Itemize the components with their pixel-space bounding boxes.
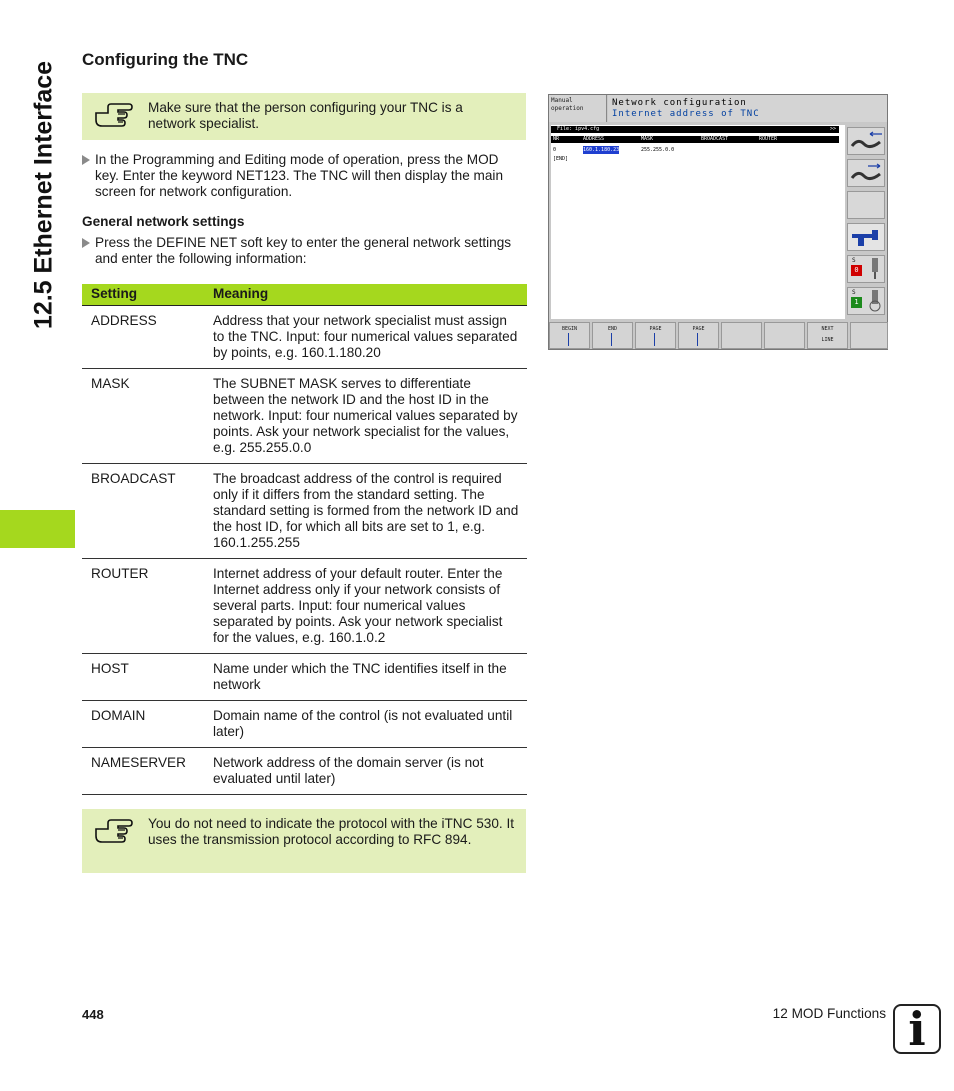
softkey-label: NEXT <box>821 326 834 332</box>
mode-line: Manual <box>551 97 573 104</box>
spindle-icon <box>868 258 882 280</box>
faucet-tool-icon <box>848 224 884 250</box>
softkey-page-down[interactable] <box>678 322 719 349</box>
softkey-empty[interactable] <box>721 322 762 349</box>
table-row <box>82 464 527 559</box>
header-meaning: Meaning <box>213 286 269 301</box>
arrow-up-icon <box>568 333 569 346</box>
softkey-empty[interactable] <box>847 191 885 219</box>
meaning-cell: Internet address of your default router. Enter the Internet address only if your network consists of several parts. Input: four numerical values separated by points. Ask your network specialist for the values, e.g. 160.1.0.2 <box>213 566 503 645</box>
col-router: ROUTER <box>759 136 778 142</box>
table-row <box>82 559 527 654</box>
setting-cell: NAMESERVER <box>91 755 186 770</box>
meaning-cell: Address that your network specialist must assign to the TNC. Input: four numerical values separated by points, e.g. 160.1.180.20 <box>213 313 518 360</box>
header-setting: Setting <box>91 286 138 301</box>
table-row <box>82 654 527 701</box>
table-row <box>82 701 527 748</box>
instruction-text: Press the DEFINE NET soft key to enter the general network settings and enter the following information: <box>95 235 512 266</box>
chapter-tab-marker <box>0 510 75 548</box>
mode-line: operation <box>551 105 584 112</box>
section-heading: Configuring the TNC <box>82 50 249 69</box>
note-text: You do not need to indicate the protocol with the iTNC 530. It uses the transmission protocol according to RFC 894. <box>148 816 515 847</box>
setting-cell: ROUTER <box>91 566 149 581</box>
info-glyph: i <box>908 1002 926 1056</box>
softkey-label: LINE <box>821 337 834 343</box>
s-label: S <box>852 289 856 296</box>
setting-cell: BROADCAST <box>91 471 176 486</box>
screen-title: Network configuration <box>612 98 747 108</box>
softkey-machine-mode-left[interactable] <box>847 127 885 155</box>
pointing-hand-icon <box>94 817 134 845</box>
screen-subtitle: Internet address of TNC <box>612 109 760 119</box>
side-chapter-title-text: 12.5 Ethernet Interface <box>29 60 58 330</box>
file-name: File: ipv4.cfg <box>557 126 600 132</box>
bullet-triangle-icon <box>82 155 90 165</box>
tnc-screen-screenshot <box>548 94 888 350</box>
col-mask: MASK <box>641 136 654 142</box>
row-address[interactable]: 160.1.180.23 <box>583 147 620 153</box>
chapter-label: 12 MOD Functions <box>772 1006 886 1021</box>
meaning-cell: The broadcast address of the control is required only if it differs from the standard setting. The standard setting is formed from the network ID and the host ID, for which all bits are set to 1, e.g. 160.1.255.255 <box>213 471 519 550</box>
side-chapter-title <box>22 50 66 340</box>
softkey-s-on[interactable] <box>847 287 885 315</box>
row-nr: 0 <box>553 147 557 153</box>
softkey-label: PAGE <box>692 326 705 332</box>
note-box <box>82 93 526 140</box>
file-line <box>551 126 839 133</box>
s-off-indicator: 0 <box>851 265 862 276</box>
softkey-label: END <box>607 326 618 332</box>
table-header <box>82 284 527 306</box>
scroll-arrow: >> <box>829 126 836 132</box>
bullet-triangle-icon <box>82 238 90 248</box>
end-marker: [END] <box>553 156 569 162</box>
softkey-begin[interactable] <box>549 322 590 349</box>
softkey-label: PAGE <box>649 326 662 332</box>
softkey-empty[interactable] <box>850 322 888 349</box>
settings-table <box>82 284 527 795</box>
meaning-cell: Name under which the TNC identifies itself in the network <box>213 661 507 692</box>
instruction-text: In the Programming and Editing mode of operation, press the MOD key. Enter the keyword NET123. The TNC will then display the main screen for network configuration. <box>95 152 503 199</box>
setting-cell: ADDRESS <box>91 313 157 328</box>
note-text: Make sure that the person configuring your TNC is a network specialist. <box>148 100 463 131</box>
softkey-end[interactable] <box>592 322 633 349</box>
softkey-empty[interactable] <box>764 322 805 349</box>
meaning-cell: Network address of the domain server (is not evaluated until later) <box>213 755 484 786</box>
column-header-row <box>551 136 839 143</box>
setting-cell: DOMAIN <box>91 708 146 723</box>
softkey-next-line[interactable] <box>807 322 848 349</box>
softkey-machine-mode-right[interactable] <box>847 159 885 187</box>
table-row <box>82 369 527 464</box>
arrow-down-icon <box>611 333 612 346</box>
vertical-softkey-bar <box>846 125 888 319</box>
note-box <box>82 809 526 873</box>
subheading: General network settings <box>82 214 245 229</box>
info-icon <box>893 1004 941 1054</box>
col-nr: NR <box>553 136 560 142</box>
s-on-indicator: 1 <box>851 297 862 308</box>
softkey-tool[interactable] <box>847 223 885 251</box>
instruction-step <box>82 152 524 200</box>
softkey-s-off[interactable] <box>847 255 885 283</box>
meaning-cell: The SUBNET MASK serves to differentiate between the network ID and the host ID in the network. Input: four numerical values separated by points. Ask your network specialist for the values, e.g. 255.255.0.0 <box>213 376 518 455</box>
table-row <box>82 306 527 369</box>
s-label: S <box>852 257 856 264</box>
screen-title-bar <box>608 95 887 122</box>
instruction-step <box>82 235 524 267</box>
row-mask[interactable]: 255.255.0.0 <box>641 147 675 153</box>
arrow-down-icon <box>697 333 698 346</box>
machine-arrow-right-icon <box>848 160 884 186</box>
machine-arrow-left-icon <box>848 128 884 154</box>
col-broadcast: BROADCAST <box>701 136 729 142</box>
page-number: 448 <box>82 1007 104 1022</box>
setting-cell: HOST <box>91 661 129 676</box>
arrow-up-icon <box>654 333 655 346</box>
softkey-page-up[interactable] <box>635 322 676 349</box>
table-row <box>82 748 527 795</box>
horizontal-softkey-bar <box>549 321 889 351</box>
setting-cell: MASK <box>91 376 130 391</box>
col-address: ADDRESS <box>583 136 605 142</box>
meaning-cell: Domain name of the control (is not evaluated until later) <box>213 708 513 739</box>
softkey-label: BEGIN <box>561 326 578 332</box>
data-row[interactable] <box>551 146 839 154</box>
pointing-hand-icon <box>94 101 134 129</box>
screen-main-area <box>551 125 845 319</box>
operating-mode-box <box>549 95 607 122</box>
spindle-rotating-icon <box>868 290 882 312</box>
